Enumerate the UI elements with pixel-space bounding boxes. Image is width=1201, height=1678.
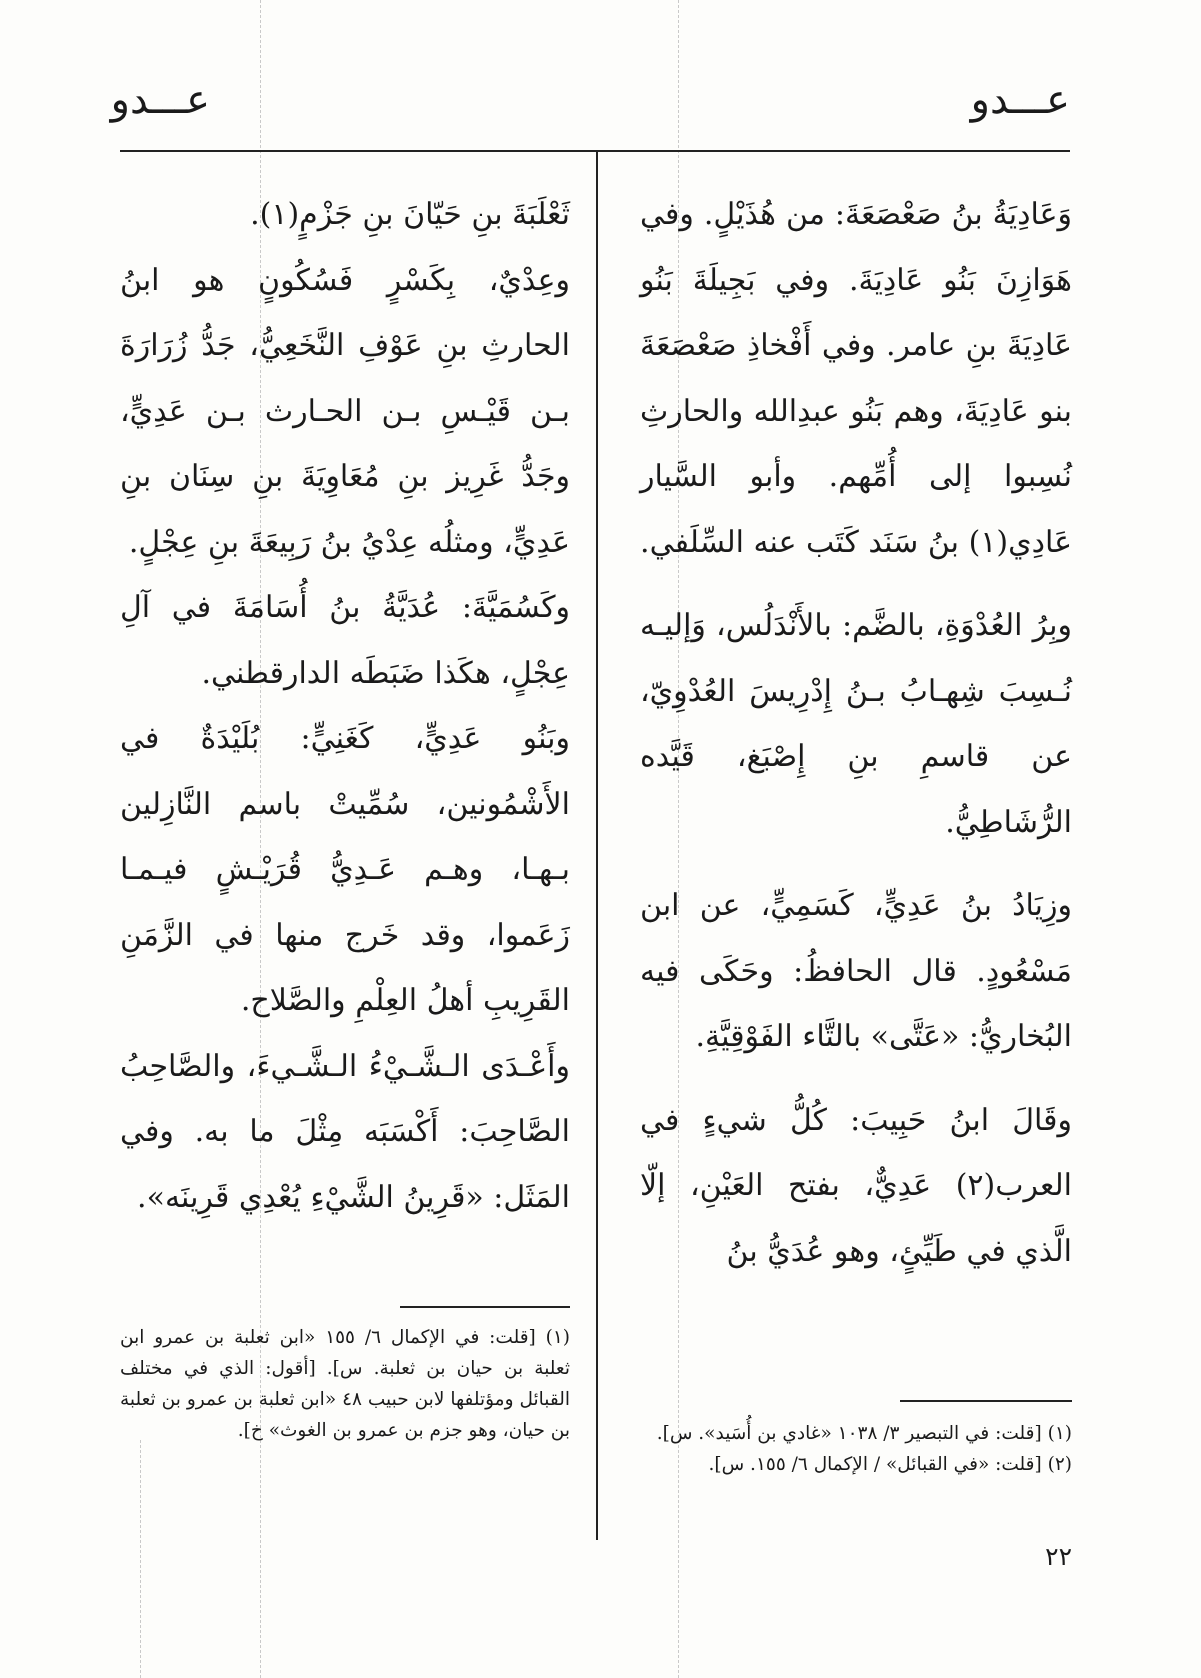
- entry-paragraph: وزِيَادُ بنُ عَدِيٍّ، كَسَمِيٍّ، عن ابن مَسْعُودٍ. قال الحافظُ: وحَكَى فيه البُخاريُّ: «عَتَّى» بالتَّاء الفَوْقِيَّةِ.: [640, 888, 1072, 1054]
- entry-paragraph: وبِرُ العُدْوَةِ، بالضَّم: بالأَنْدَلُس، وَإليـه نُـسِبَ شِهـابُ بـنُ إِدْرِيسَ العُدْوِيّ، عن قاسمِ بنِ إِصْبَغ، قَيَّده الرُّشَاطِيُّ.: [640, 608, 1072, 840]
- left-column: [120, 182, 570, 1230]
- footnote-rule-right: [900, 1400, 1072, 1402]
- footnotes-left: [120, 1322, 570, 1446]
- page-crease: [140, 1440, 141, 1678]
- entry-paragraph: ثَعْلَبَةَ بنِ حَيّانَ بنِ جَزْمٍ(١).: [250, 197, 570, 232]
- entry-paragraph: وبَنُو عَدِيٍّ، كَغَنِيٍّ: بُلَيْدَةٌ في الأَشْمُونين، سُمِّيتْ باسم النَّازِلين بـهـا، وهـم عَـدِيُّ قُرَيْـشٍ فيـمـا زَعَموا، وقد خَرج منها في الزَّمَنِ القَرِيبِ أهلُ العِلْمِ والصَّلاح.: [120, 721, 570, 1018]
- entry-paragraph: وقَالَ ابنُ حَبِيبَ: كُلُّ شيءٍ في العرب(٢) عَدِيٌّ، بفتح العَيْنِ، إلّا الَّذي في طَيِّئٍ، وهو عُدَيُّ بنُ: [640, 1102, 1072, 1269]
- running-header-right: عـــدو: [970, 77, 1070, 123]
- page-number: ٢٢: [1045, 1542, 1072, 1571]
- entry-paragraph: وعِدْيٌ، بِكَسْرٍ فَسُكُونٍ هو ابنُ الحارثِ بنِ عَوْفِ النَّخَعِيُّ، جَدُّ زُرَارَةَ بـن قَيْـسِ بـن الحـارث بـن عَدِيٍّ، وجَدُّ غَرِيز بنِ مُعَاوِيَةَ بنِ سِنَان بنِ عَدِيٍّ، ومثلُه عِدْيُ بنُ رَبِيعَةَ بنِ عِجْلٍ.: [120, 262, 570, 560]
- entry-paragraph: وكَسُمَيَّةَ: عُدَيَّةُ بنُ أُسَامَةَ في آلِ عِجْلٍ، هكَذا ضَبَطَه الدارقطني.: [120, 590, 570, 691]
- footnotes-right: [640, 1418, 1072, 1480]
- footnote: (١) [قلت: في التبصير ٣/ ١٠٣٨ «غادي بن أُسَيد». س].: [656, 1423, 1072, 1444]
- right-column: [640, 182, 1072, 1284]
- footnote: (٢) [قلت: «في القبائل» / الإكمال ٦/ ١٥٥. س].: [708, 1454, 1072, 1475]
- footnote: (١) [قلت: في الإكمال ٦/ ١٥٥ «ابن ثعلبة بن عمرو ابن ثعلبة بن حيان بن ثعلبة. س]. [أقول: الذي في مختلف القبائل ومؤتلفها لابن حبيب ٤٨ «ابن ثعلبة بن عمرو بن ثعلبة بن حيان، وهو جزم بن عمرو بن الغوث» خ].: [120, 1327, 570, 1441]
- header-rule: [120, 150, 1070, 152]
- column-divider: [596, 150, 598, 1540]
- entry-paragraph: وَعَادِيَةُ بنُ صَعْصَعَةَ: من هُذَيْلٍ. وفي هَوَازِنَ بَنُو عَادِيَةَ. وفي بَجِيلَةَ بَنُو عَادِيَةَ بنِ عامر. وفي أَفْخاذِ صَعْصَعَةَ بنو عَادِيَةَ، وهم بَنُو عبدِالله والحارثِ نُسِبوا إلى أُمِّهم. وأبو السَّيار عَادِي(١) بنُ سَنَد كَتَب عنه السِّلَفي.: [640, 197, 1072, 560]
- footnote-rule-left: [400, 1306, 570, 1308]
- entry-paragraph: وأَعْـدَى الـشَّـيْءُ الـشَّـيءَ، والصَّاحِبُ الصَّاحِبَ: أَكْسَبَه مِثْلَ ما به. وفي المَثَل: «قَرِينُ الشَّيْءِ يُعْدِي قَرِينَه».: [120, 1048, 570, 1215]
- running-header-left: عـــدو: [110, 77, 210, 123]
